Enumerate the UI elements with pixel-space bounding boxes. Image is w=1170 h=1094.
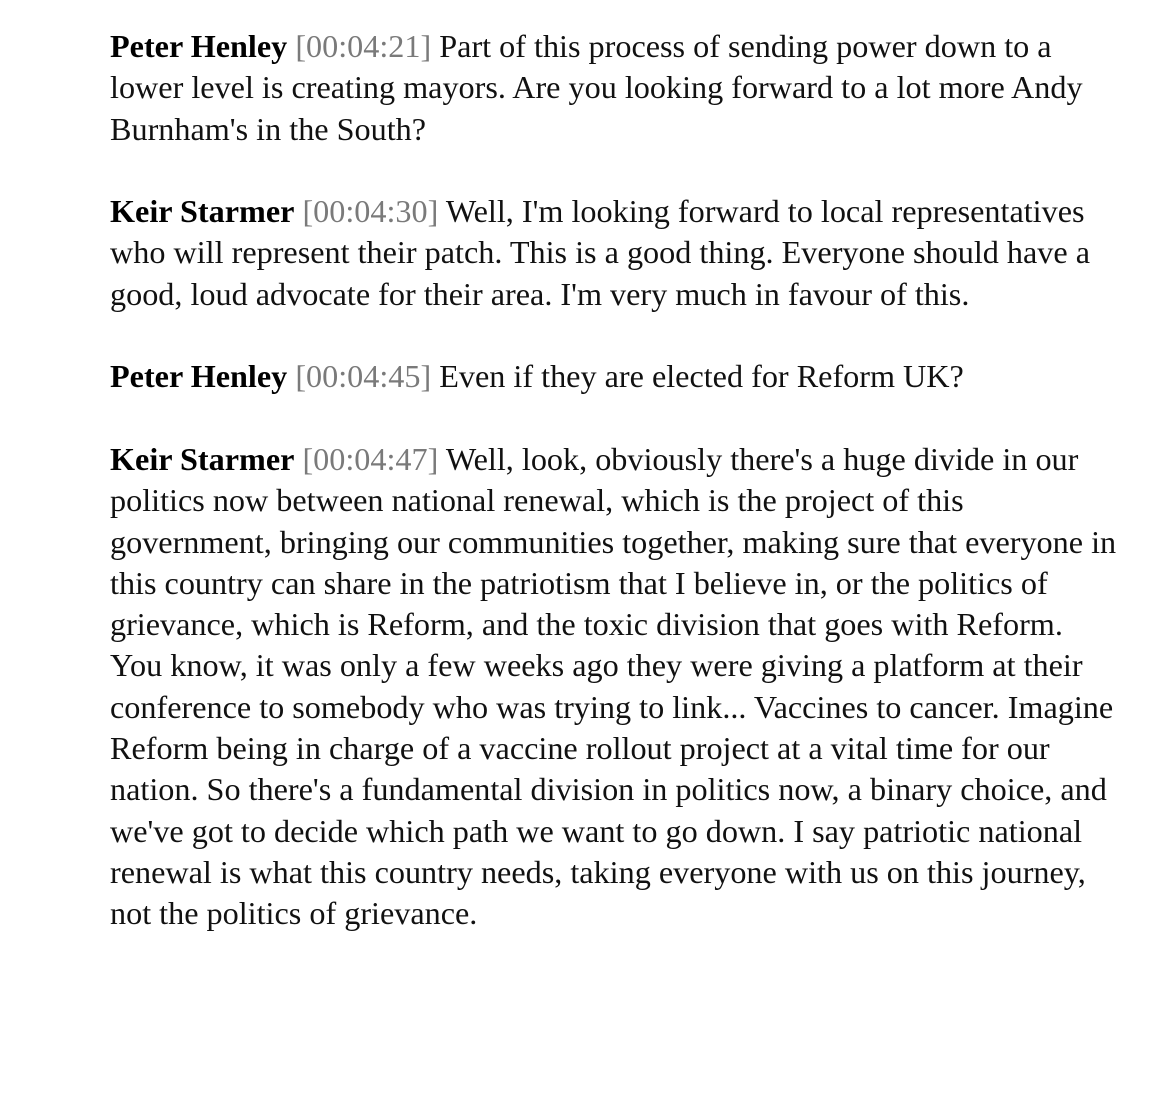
speaker-name: Peter Henley (110, 358, 288, 395)
utterance-text: Well, I'm looking forward to local representatives who will represent their patch. This is a good thing. Everyone should have a good, loud advocate for their area. I'm very much in favour of this. (110, 193, 1091, 312)
utterance-text: Part of this process of sending power down to a lower level is creating mayors. Are you looking forward to a lot more Andy Burnham's in the South? (110, 28, 1083, 147)
timestamp: [00:04:45] (295, 358, 432, 395)
speaker-name: Peter Henley (110, 28, 288, 64)
timestamp: [00:04:47] (302, 440, 439, 477)
timestamp: [00:04:30] (302, 193, 439, 230)
transcript-entry (110, 26, 1120, 150)
speaker-name: Keir Starmer (110, 193, 295, 230)
transcript-entry (110, 439, 1120, 935)
speaker-name: Keir Starmer (110, 440, 295, 477)
utterance-text: Even if they are elected for Reform UK? (439, 358, 964, 395)
utterance-text: Well, look, obviously there's a huge divide in our politics now between national renewal, which is the project of this government, bringing our communities together, making sure that everyone in this country can share in the patriotism that I believe in, or the politics of grievance, which is Reform, and the toxic division that goes with Reform. You know, it was only a few weeks ago they were giving a platform at their conference to somebody who was trying to link... Vaccines to cancer. Imagine Reform being in charge of a vaccine rollout project at a vital time for our nation. So there's a fundamental division in politics now, a binary choice, and we've got to decide which path we want to go down. I say patriotic national renewal is what this country needs, taking everyone with us on this journey, not the politics of grievance. (110, 440, 1117, 932)
transcript-entry (110, 191, 1120, 315)
transcript-entry (110, 356, 1120, 397)
transcript (110, 26, 1120, 976)
timestamp: [00:04:21] (295, 28, 432, 64)
